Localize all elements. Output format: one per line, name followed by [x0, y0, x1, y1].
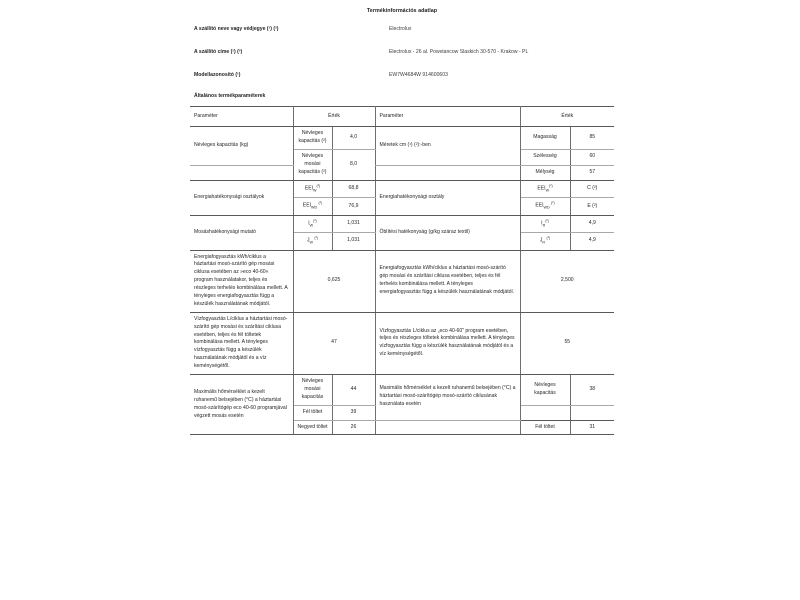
rated-capacity-sub1-value: 4,0: [332, 127, 375, 150]
eei-w-superscript: (²): [316, 183, 321, 188]
table-row: [190, 215, 614, 232]
temp-right-half-load-value: 31: [570, 420, 614, 435]
supplier-name-value: Electrolux: [389, 26, 412, 33]
eei-wd-subscript: WD: [311, 206, 318, 211]
temp-quarter-load-label: Negyed töltet: [293, 420, 332, 435]
energy-consumption-washdry-value: 2,500: [520, 250, 614, 312]
dimension-depth-value: 57: [570, 165, 614, 180]
energy-consumption-washdry-label: Energiafogyasztás kWh/ciklus a háztartási mosó-szárító gép mosási és szárítási ciklusa esetében, teljes és fél terhelés kombinálása mellett. A tényleges energiafogyasztás függ a készülék használatának módjától.: [375, 250, 520, 312]
rinsing-effectiveness-label: Öblítési hatékonyság (g/kg száraz textil): [375, 215, 520, 250]
supplier-table: [190, 18, 614, 106]
eei-wd-text-right: EEI: [535, 203, 544, 210]
eei-wd-superscript: (²): [318, 201, 323, 206]
water-consumption-washdry-label: Vízfogyasztás L/ciklus a háztartási mosó-szárító gép mosási és szárítási ciklusa esetében, teljes és fél töltetek kombinálása mellett. A tényleges vízfogyasztás függ a készülék használatának módjától és a víz keménységétől.: [190, 312, 293, 374]
eei-w-value: 68,8: [332, 180, 375, 197]
eei-wd-subscript-right: WD: [543, 206, 550, 211]
general-parameters-heading: Általános termékparaméterek: [194, 93, 266, 100]
section-header-row: [190, 87, 614, 106]
jw-text: J: [306, 237, 310, 244]
jw-superscript: (²): [314, 236, 319, 241]
jr-subscript: R: [542, 240, 546, 245]
table-row: [190, 180, 614, 197]
jr-superscript: (²): [546, 236, 551, 241]
table-row: [190, 41, 614, 64]
water-consumption-eco-value: 55: [520, 312, 614, 374]
ir-superscript: (²): [545, 218, 549, 223]
temp-quarter-load-value: 26: [332, 420, 375, 435]
header-parameter-left: Paraméter: [190, 107, 293, 127]
eei-wd-superscript-right: (²): [551, 201, 555, 206]
eei-w-text: EEI: [304, 185, 314, 192]
dimension-width-label: Szélesség: [520, 150, 570, 165]
jw-value: 1,031: [332, 233, 375, 250]
eei-w-text-right: EEI: [537, 185, 546, 192]
temp-right-spacer-value: [570, 405, 614, 420]
ir-label: [520, 215, 570, 232]
eei-w-label-left: [293, 180, 332, 197]
energy-consumption-wash-label: Energiafogyasztás kWh/ciklus a háztartási mosó-szárító gép mosási ciklusa esetében az »eco 40-60« program használatakor, teljes és részleges terhelés kombinálása mellett. A tényleges energiafogyasztás függ a készülék használatának módjától.: [190, 250, 293, 312]
max-temperature-washdry-label: Maximális hőmérséklet a kezelt ruhanemű belsejében (°C) a háztartási mosó-szárítógép mosó-szárító ciklusának használata esetén: [375, 374, 520, 420]
max-temperature-eco-label: Maximális hőmérséklet a kezelt ruhanemű belsejében (°C) a háztartási mosó-szárítógép eco 40-60 programjával végzett mosás esetén: [190, 374, 293, 434]
rated-capacity-sub1-label: Névleges kapacitás (²): [293, 127, 332, 150]
table-row: [190, 127, 614, 150]
energy-consumption-wash-value: 0,625: [293, 250, 375, 312]
dimension-height-label: Magasság: [520, 127, 570, 150]
eei-wd-text: EEI: [302, 203, 312, 210]
dimensions-label: Méretek cm (¹) (²):-ben: [375, 127, 520, 165]
table-row: [190, 312, 614, 374]
table-row: [190, 64, 614, 87]
eei-wd-label-right: [520, 198, 570, 215]
table-header-row: [190, 107, 614, 127]
eei-w-subscript-right: W: [545, 188, 550, 193]
temp-rated-capacity-label: Névleges mosási kapacitás: [293, 374, 332, 405]
product-parameters-table: [190, 106, 614, 435]
temp-half-load-value: 39: [332, 405, 375, 420]
water-consumption-eco-label: Vízfogyasztás L/ciklus az „eco 40-60" program esetében, teljes és részleges töltetek kombinálása mellett. A tényleges vízfogyasztás függ a készülék használatának módjától és a víz keménységétől.: [375, 312, 520, 374]
table-row: [190, 18, 614, 41]
ir-text: I: [541, 220, 543, 227]
dimensions-spacer: [375, 165, 520, 180]
jw-label: [293, 233, 332, 250]
temp-half-load-label: Fél töltet: [293, 405, 332, 420]
ir-subscript: R: [542, 223, 546, 228]
eei-w-superscript-right: (²): [549, 183, 553, 188]
page-title: Termékinformációs adatlap: [366, 8, 438, 14]
iw-subscript: W: [309, 223, 314, 228]
eei-wd-label-left: [293, 198, 332, 215]
jw-subscript: W: [309, 240, 313, 245]
jr-label: [520, 233, 570, 250]
table-row: [190, 250, 614, 312]
supplier-address-value: Electrolux - 26 al. Powstancow Slaskich 30-570 - Krakow - PL: [389, 49, 529, 56]
iw-label: [293, 215, 332, 232]
eei-w-class-value: C (²): [570, 180, 614, 197]
dimension-depth-label: Mélység: [520, 165, 570, 180]
temp-right-half-load-label: Fél töltet: [520, 420, 570, 435]
max-temperature-washdry-spacer: [375, 420, 520, 435]
header-parameter-right: Paraméter: [375, 107, 520, 127]
dimension-height-value: 85: [570, 127, 614, 150]
jr-value: 4,9: [570, 233, 614, 250]
table-row: [190, 374, 614, 405]
rated-capacity-spacer: [190, 165, 293, 180]
temp-right-spacer-label: [520, 405, 570, 420]
rated-capacity-label: Névleges kapacitás (kg): [190, 127, 293, 165]
dimension-width-value: 60: [570, 150, 614, 165]
energy-efficiency-classes-label: Energiahatékonysági osztályok: [190, 180, 293, 215]
temp-right-rated-capacity-label: Névleges kapacitás: [520, 374, 570, 405]
water-consumption-washdry-value: 47: [293, 312, 375, 374]
table-row: [190, 165, 614, 180]
eei-wd-value: 76,9: [332, 198, 375, 215]
iw-superscript: (²): [313, 218, 317, 223]
supplier-name-label: A szállító neve vagy védjegye (¹) (³): [194, 26, 279, 33]
temp-rated-capacity-value: 44: [332, 374, 375, 405]
header-value-right: Érték: [520, 107, 614, 127]
washing-efficiency-index-label: Mosáshatékonysági mutató: [190, 215, 293, 250]
energy-efficiency-class-label: Energiahatékonysági osztály: [375, 180, 520, 215]
eei-w-subscript: W: [313, 188, 317, 193]
ir-value: 4,9: [570, 215, 614, 232]
iw-text: I: [308, 220, 310, 227]
model-identifier-label: Modellazonosító (¹): [194, 72, 241, 79]
header-value-left: Érték: [293, 107, 375, 127]
product-information-sheet: [190, 0, 614, 600]
eei-wd-class-value: E (²): [570, 198, 614, 215]
iw-value: 1,031: [332, 215, 375, 232]
model-identifier-value: EW7W4684W 914600603: [389, 72, 448, 79]
rated-wash-capacity-value: 8,0: [332, 150, 375, 181]
rated-wash-capacity-label: Névleges mosási kapacitás (²): [293, 150, 332, 181]
eei-w-label-right: [520, 180, 570, 197]
temp-right-rated-capacity-value: 38: [570, 374, 614, 405]
supplier-address-label: A szállító címe (¹) (³): [194, 49, 243, 56]
jr-text: J: [539, 237, 543, 244]
